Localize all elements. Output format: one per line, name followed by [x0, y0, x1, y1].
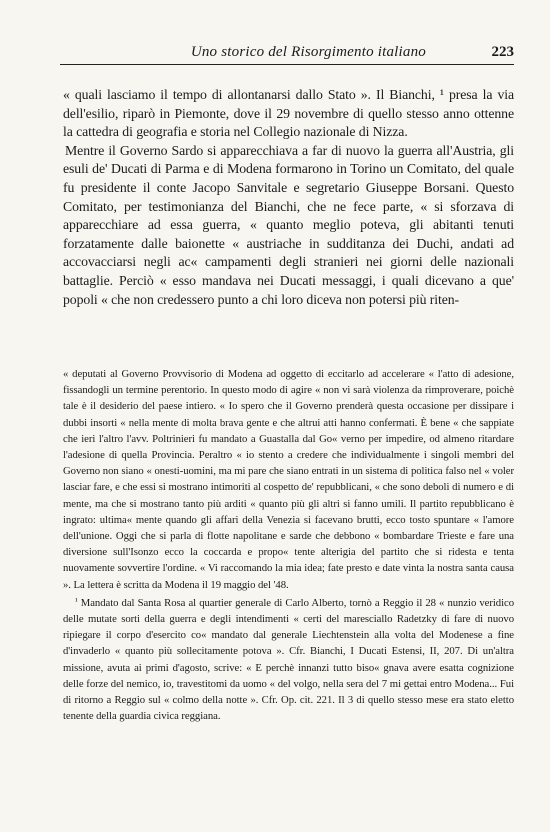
footnote-marker: ¹: [75, 595, 78, 606]
paragraph: Mentre il Governo Sardo si apparecchiava a far di nuovo la guerra all'Austria, gli esuli de' Ducati di Parma e di Modena formarono in Torino un Comitato, del quale fu presidente il conte Jacopo Sanvitale e segretario Giuseppe Borsani. Questo Comitato, per testimonianza del Bianchi, che ne fece parte, « si sforzava di apparecchiare ad essa guerra, « quanto meglio poteva, gli abitanti tenuti forzatamente dalle baionette « austriache in sudditanza dei Duchi, andati ad accovacciarsi negli ac« campamenti degli stranieri nei giorni delle nazionali battaglie. Perciò « esso mandava nei Ducati messaggi, i quali dicevano a que' popoli « che non credessero punto a chi loro diceva non potersi più riten-: [63, 142, 514, 307]
page-number: 223: [491, 44, 514, 60]
footnote-text: Mandato dal Santa Rosa al quartier generale di Carlo Alberto, tornò a Reggio il 28 « nunzio veridico delle mutate sorti della guerra e degli intendimenti « certi del maresciallo Radetzky di fare di nuovo ripiegare il corpo d'esercito co« mandato dal generale Liechtenstein alla volta del Modenese a fine d'invaderlo « quanto più sollecitamente potova ». Cfr. Bianchi, I Ducati Estensi, II, 207. Di un'altra missione, avuta ai primi d'agosto, scrive: « E perchè innanzi tutto biso« gnava avere esatta cognizione delle forze del nemico, io, travestitomi da uomo « del volgo, nella sera del 7 mi gettai entro Modena... Fui di ritorno a Reggio sul « colmo della notte ». Cfr. Op. cit. 221. Il 3 di quello stesso mese era stato eletto tenente della guardia civica reggiana.: [63, 596, 514, 723]
footnote-1: [63, 593, 514, 725]
footnotes: [63, 366, 514, 724]
footnote-continuation: « deputati al Governo Provvisorio di Modena ad oggetto di eccitarlo ad accelerare « l'atto di adesione, fissandogli un termine perentorio. In questo modo di agire « non vi sarà violenza da rimproverare, poichè tale è il desiderio del paese intiero. « Io spero che il Governo prenderà questa occasione per dissipare i dubbi insorti « nella mente di molta brava gente e che altrui atti hanno confermati. È bene « che sappiate che ieri l'altro l'avv. Poltrinieri fu mandato a Guastalla dal Go« verno per impedire, od almeno ritardare l'adesione di quella Provincia. Peraltro « io stento a credere che individualmente i singoli membri del Governo non siano « onesti-uomini, ma mi pare che siano entrati in un sistema di politica falso nel « voler lasciar fare, e che essi si mostrano intimoriti al cospetto de' repubblicani, « che sono deboli di numero e di mente, ma che si mostrano tanto più arditi « quanto più gli altri si fanno umili. Il partito repubblicano è ingrato: ultima« mente quando gli affari della Venezia si facevano brutti, ecco tosto spuntare « l'amore dell'unione. Oggi che si parla di flotte napolitane e sarde che debbono « bombardare Trieste e fare una diversione sull'Isonzo ecco la coccarda e propo« tente alterigia del partito che si ridesta e tenta nuovamente sovvertire l'ordine. « Vi raccomando la mia idea; fate presto e date vinta la nostra santa causa ». La lettera è scritta da Modena il 19 maggio del '48.: [63, 368, 514, 591]
running-title: Uno storico del Risorgimento italiano: [190, 44, 426, 60]
page-header: [60, 44, 514, 65]
main-text: [63, 86, 514, 309]
paragraph: « quali lasciamo il tempo di allontanarsi dallo Stato ». Il Bianchi, ¹ presa la via dell'esilio, riparò in Piemonte, dove il 29 novembre di quello stesso anno ottenne la cattedra di geografia e storia nel Collegio nazionale di Nizza.: [63, 87, 514, 140]
